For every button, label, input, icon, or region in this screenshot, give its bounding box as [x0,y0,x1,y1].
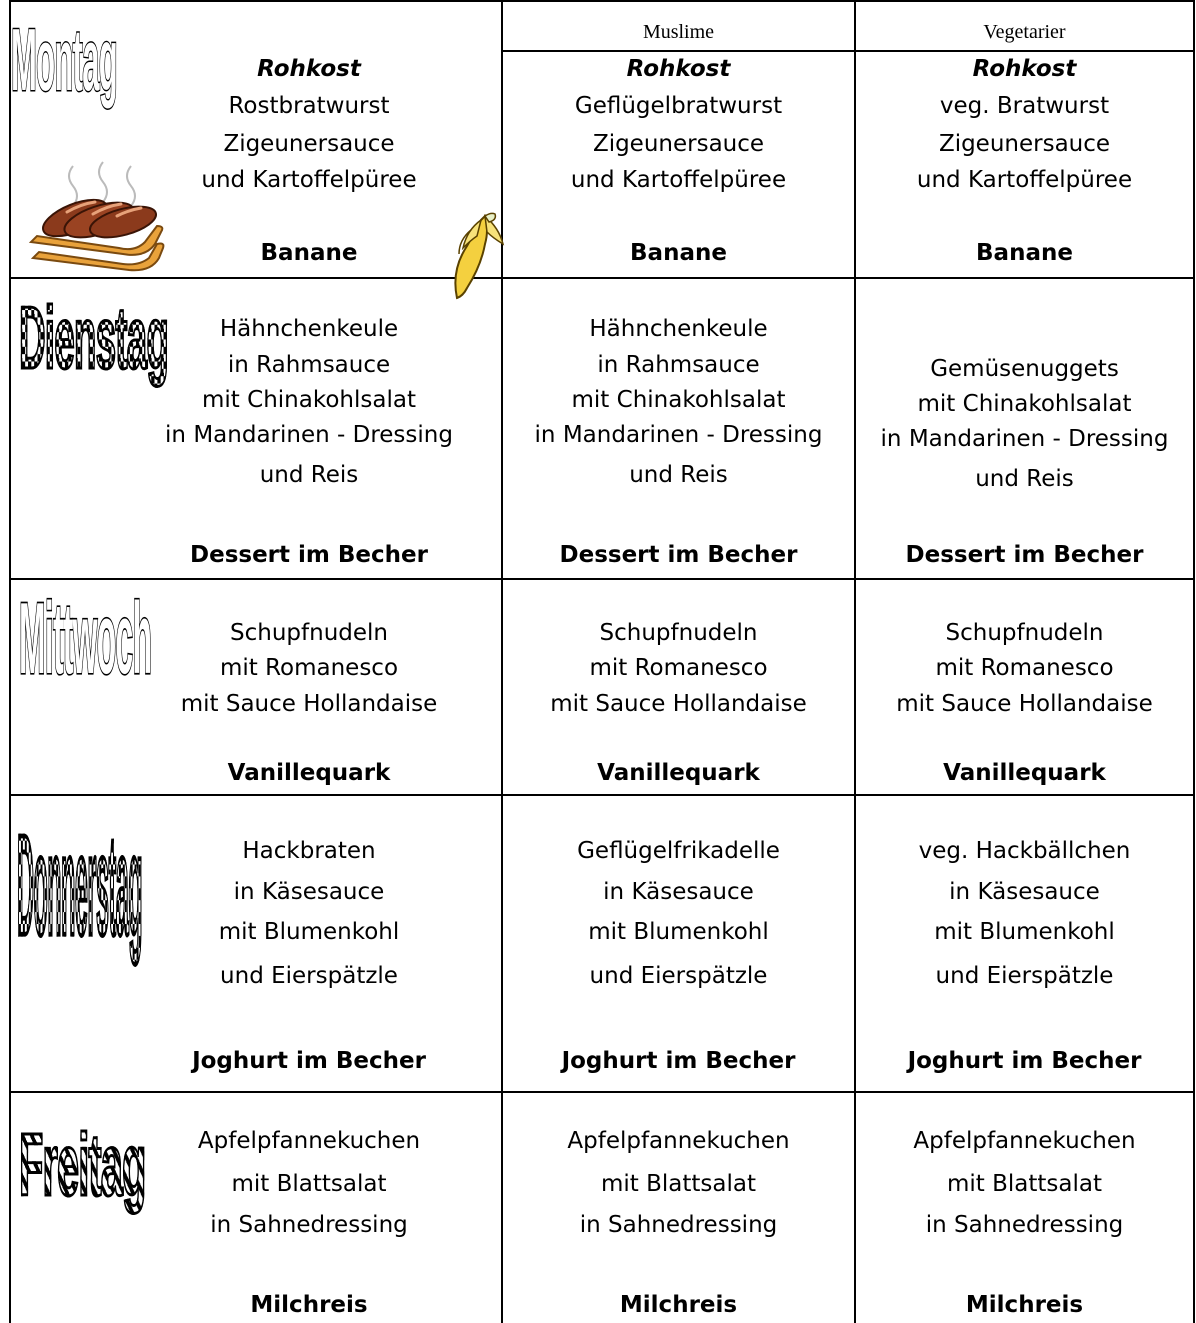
meal-line: Apfelpfannekuchen [567,1128,790,1154]
row-divider [9,578,1195,580]
meal-line: und Kartoffelpüree [570,167,787,193]
meal-line: mit Blumenkohl [934,919,1115,945]
meal-line: in Mandarinen - Dressing [880,426,1169,452]
meal-line: und Reis [629,462,728,488]
day-label-montag: Montag [11,10,118,109]
meal-line: in Käsesauce [603,879,754,905]
table-border [9,0,1195,2]
dessert-label: Banane [630,240,727,266]
dessert-label: Joghurt im Becher [907,1048,1142,1074]
weekly-menu-table [9,0,1196,1323]
meal-line: und Reis [259,462,359,488]
menu-cell [503,318,854,576]
meal-line: Hackbraten [242,838,376,864]
day-label-mittwoch: Mittwoch [19,582,152,695]
meal-line: mit Romanesco [935,655,1114,681]
meal-line: in Mandarinen - Dressing [165,422,453,448]
menu-cell [856,1130,1193,1320]
menu-cell [503,840,854,1089]
meal-line: Rohkost [626,56,731,82]
menu-cell [503,58,854,274]
day-label-dienstag: Dienstag [19,288,168,389]
meal-line: Zigeunersauce [592,131,765,157]
dessert-label: Banane [260,240,358,266]
meal-line: Schupfnudeln [599,620,758,646]
meal-line: mit Chinakohlsalat [917,391,1132,417]
meal-line: in Mandarinen - Dressing [534,422,823,448]
meal-line: in Rahmsauce [597,352,760,378]
meal-line: veg. Bratwurst [939,93,1110,119]
meal-line: und Kartoffelpüree [201,167,417,193]
meal-line: Zigeunersauce [938,131,1111,157]
meal-line: und Reis [975,466,1074,492]
dessert-label: Vanillequark [597,760,760,786]
menu-cell [139,1130,479,1320]
meal-line: Rostbratwurst [228,93,390,119]
meal-line: mit Romanesco [219,655,399,681]
table-border [9,0,11,1323]
meal-line: mit Blattsalat [231,1171,387,1197]
dessert-label: Vanillequark [227,760,391,786]
row-divider [9,1091,1195,1093]
dessert-label: Milchreis [965,1292,1084,1318]
dessert-label: Milchreis [250,1292,368,1318]
menu-cell [856,358,1193,576]
menu-cell [139,840,479,1089]
meal-line: in Sahnedressing [925,1212,1124,1238]
meal-line: mit Chinakohlsalat [202,387,416,413]
meal-line: Geflügelbratwurst [574,93,783,119]
meal-line: mit Chinakohlsalat [571,387,786,413]
dessert-label: Banane [976,240,1073,266]
meal-line: mit Blattsalat [600,1171,756,1197]
meal-line: Schupfnudeln [230,620,388,646]
menu-cell [856,58,1193,274]
menu-cell [503,622,854,792]
row-divider [9,794,1195,796]
menu-cell [856,840,1193,1089]
dessert-label: Joghurt im Becher [561,1048,796,1074]
menu-cell [139,58,479,274]
menu-cell [139,622,479,792]
meal-line: Hähnchenkeule [219,316,399,342]
dessert-label: Milchreis [619,1292,738,1318]
meal-line: in Sahnedressing [210,1212,408,1238]
menu-cell [139,318,479,576]
meal-line: in Käsesauce [233,879,385,905]
menu-cell [503,1130,854,1320]
meal-line: mit Romanesco [589,655,768,681]
table-border [1193,0,1195,1323]
dessert-label: Joghurt im Becher [192,1048,426,1074]
meal-line: und Eierspätzle [220,963,398,989]
day-label-freitag: Freitag [19,1115,145,1216]
meal-line: mit Blumenkohl [218,919,400,945]
meal-line: und Eierspätzle [935,963,1114,989]
row-divider [9,277,1195,279]
meal-line: in Rahmsauce [227,352,391,378]
meal-line: mit Sauce Hollandaise [180,691,438,717]
dessert-label: Dessert im Becher [559,542,798,568]
column-header-muslim: Muslime [642,21,715,43]
column-header-vegetarian: Vegetarier [983,21,1066,43]
dessert-label: Dessert im Becher [190,542,428,568]
day-label-donnerstag: Donnerstag [17,805,142,968]
dessert-label: Vanillequark [943,760,1106,786]
meal-line: Schupfnudeln [945,620,1104,646]
meal-line: Apfelpfannekuchen [913,1128,1136,1154]
meal-line: Rohkost [257,56,361,82]
meal-line: mit Blattsalat [946,1171,1102,1197]
meal-line: Zigeunersauce [223,131,395,157]
meal-line: veg. Hackbällchen [918,838,1131,864]
meal-line: in Käsesauce [949,879,1100,905]
meal-line: und Eierspätzle [589,963,768,989]
meal-line: Rohkost [972,56,1077,82]
meal-line: mit Sauce Hollandaise [550,691,807,717]
meal-line: Apfelpfannekuchen [197,1128,421,1154]
meal-line: Hähnchenkeule [589,316,768,342]
menu-cell [856,622,1193,792]
dessert-label: Dessert im Becher [905,542,1144,568]
meal-line: mit Blumenkohl [588,919,769,945]
meal-line: Gemüsenuggets [930,356,1119,382]
header-divider [501,50,1195,52]
meal-line: und Kartoffelpüree [916,167,1133,193]
meal-line: Geflügelfrikadelle [577,838,780,864]
meal-line: in Sahnedressing [579,1212,778,1238]
meal-line: mit Sauce Hollandaise [896,691,1153,717]
